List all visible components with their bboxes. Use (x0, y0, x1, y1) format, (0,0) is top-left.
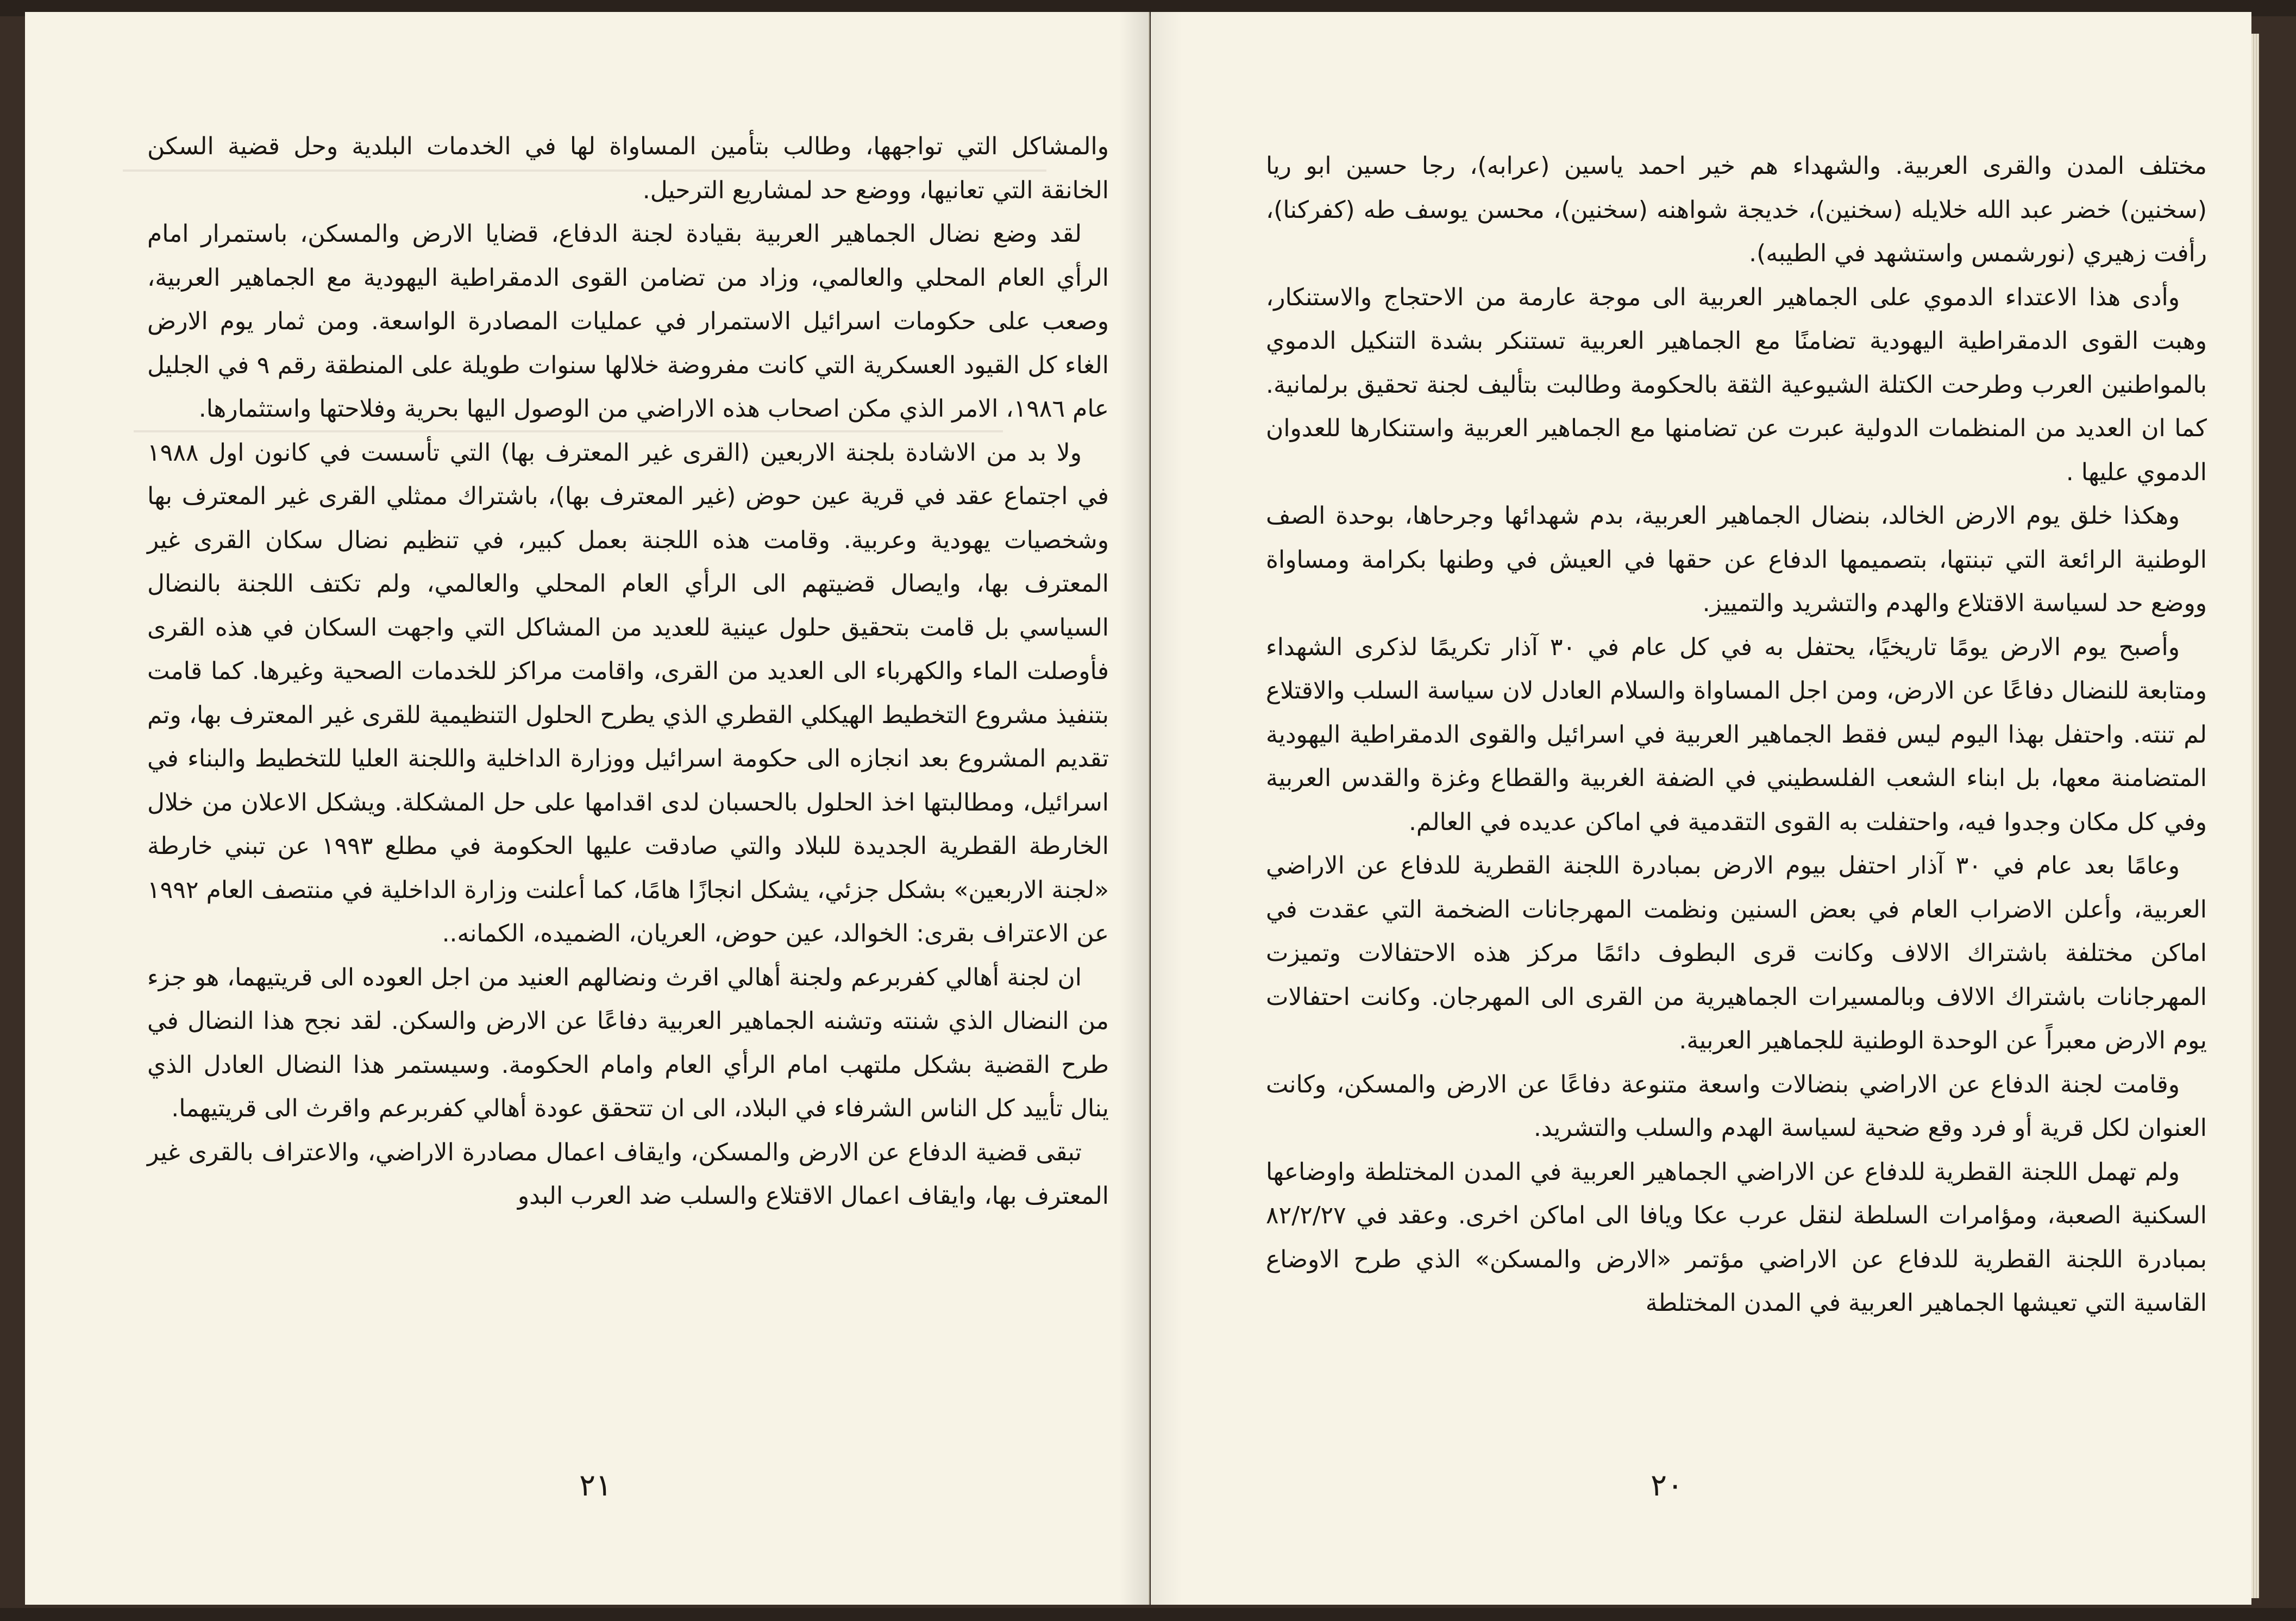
paragraph: وأصبح يوم الارض يومًا تاريخيًا، يحتفل به في كل عام في ٣٠ آذار تكريمًا لذكرى الشهداء ومتابعة للنضال دفاعًا عن الارض، ومن اجل المساواة والسلام العادل لان سياسة السلب والاقتلاع لم تنته. واحتفل بهذا اليوم ليس فقط الجماهير العربية في اسرائيل والقوى الدمقراطية اليهودية المتضامنة معها، بل ابناء الشعب الفلسطيني في الضفة الغربية والقطاع وغزة والقدس العربية وفي كل مكان وجدوا فيه، واحتفلت به القوى التقدمية في اماكن عديده في العالم. (1266, 633, 2207, 836)
paragraph: ان لجنة أهالي كفربرعم ولجنة أهالي اقرث ونضالهم العنيد من اجل العوده الى قريتيهما، هو جزء من النضال الذي شنته وتشنه الجماهير العربية دفاعًا عن الارض والسكن. لقد نجح هذا النضال في طرح القضية بشكل ملتهب امام الرأي العام وامام الحكومة. وسيستمر هذا النضال العادل الذي ينال تأييد كل الناس الشرفاء في البلاد، الى ان تتحقق عودة أهالي كفربرعم واقرث الى قريتيهما. (147, 963, 1109, 1122)
paragraph: لقد وضع نضال الجماهير العربية بقيادة لجنة الدفاع، قضايا الارض والمسكن، باستمرار امام الرأي العام المحلي والعالمي، وزاد من تضامن القوى الدمقراطية اليهودية مع الجماهير العربية، وصعب على حكومات اسرائيل الاستمرار في عمليات المصادرة الواسعة. ومن ثمار يوم الارض الغاء كل القيود العسكرية التي كانت مفروضة خلالها سنوات طويلة على المنطقة رقم ٩ في الجليل عام ١٩٨٦، الامر الذي مكن اصحاب هذه الاراضي من الوصول اليها بحرية وفلاحتها واستثمارها. (147, 220, 1109, 423)
paragraph: ولا بد من الاشادة بلجنة الاربعين (القرى غير المعترف بها) التي تأسست في كانون اول ١٩٨٨ في اجتماع عقد في قرية عين حوض (غير المعترف بها)، باشتراك ممثلي القرى غير المعترف بها وشخصيات يهودية وعربية. وقامت هذه اللجنة بعمل كبير، في تنظيم نضال سكان القرى غير المعترف بها، وايصال قضيتهم الى الرأي العام المحلي والعالمي، ولم تكتف اللجنة بالنضال السياسي بل قامت بتحقيق حلول عينية للعديد من المشاكل التي واجهت السكان في هذه القرى فأوصلت الماء والكهرباء الى العديد من القرى، واقامت مراكز للخدمات الصحية وغيرها. كما قامت بتنفيذ مشروع التخطيط الهيكلي القطري الذي يطرح الحلول التنظيمية للقرى غير المعترف بها، وتم تقديم المشروع بعد انجازه الى حكومة اسرائيل ووزارة الداخلية واللجنة العليا للتخطيط والبناء في اسرائيل، ومطالبتها اخذ الحلول بالحسبان لدى اقدامها على حل المشكلة. ويشكل الاعلان من خلال الخارطة القطرية الجديدة للبلاد والتي صادقت عليها الحكومة في مطلع ١٩٩٣ عن تبني خارطة «لجنة الاربعين» بشكل جزئي، يشكل انجازًا هامًا، كما أعلنت وزارة الداخلية في منتصف العام ١٩٩٢ عن الاعتراف بقرى: الخوالد، عين حوض، العريان، الضميده، الكمانه.. (147, 438, 1109, 947)
left-page (25, 12, 1150, 1605)
paragraph: وعامًا بعد عام في ٣٠ آذار احتفل بيوم الارض بمبادرة اللجنة القطرية للدفاع عن الاراضي العربية، وأعلن الاضراب العام في بعض السنين ونظمت المهرجانات الضخمة التي عقدت في اماكن مختلفة باشتراك الالاف وكانت قرى البطوف دائمًا مركز هذه الاحتفالات وتميزت المهرجانات باشتراك الالاف وبالمسيرات الجماهيرية من القرى الى المهرجان. وكانت احتفالات يوم الارض معبراً عن الوحدة الوطنية للجماهير العربية. (1266, 852, 2207, 1054)
page-number: ٢١ (579, 1468, 612, 1503)
scan-background-bottom (0, 1608, 2296, 1621)
right-page-text (1266, 144, 2207, 1325)
paragraph: ولم تهمل اللجنة القطرية للدفاع عن الاراضي الجماهير العربية في المدن المختلطة واوضاعها السكنية الصعبة، ومؤامرات السلطة لنقل عرب عكا ويافا الى اماكن اخرى. وعقد في ٨٢/٢/٢٧ بمبادرة اللجنة القطرية للدفاع عن الاراضي مؤتمر «الارض والمسكن» الذي طرح الاوضاع القاسية التي تعيشها الجماهير العربية في المدن المختلطة (1266, 1158, 2207, 1317)
paragraph: والمشاكل التي تواجهها، وطالب بتأمين المساواة لها في الخدمات البلدية وحل قضية السكن الخانقة التي تعانيها، ووضع حد لمشاريع الترحيل. (147, 133, 1109, 204)
paragraph: وهكذا خلق يوم الارض الخالد، بنضال الجماهير العربية، بدم شهدائها وجرحاها، بوحدة الصف الوطنية الرائعة التي تبنتها، بتصميمها الدفاع عن حقها في العيش في وطنها بكرامة ومساواة ووضع حد لسياسة الاقتلاع والهدم والتشريد والتمييز. (1266, 502, 2207, 617)
right-page (1151, 12, 2251, 1605)
left-page-text (147, 125, 1109, 1218)
paragraph: وقامت لجنة الدفاع عن الاراضي بنضالات واسعة متنوعة دفاعًا عن الارض والمسكن، وكانت العنوان لكل قرية أو فرد وقع ضحية لسياسة الهدم والسلب والتشريد. (1266, 1070, 2207, 1142)
page-number: ٢٠ (1651, 1468, 1684, 1503)
paragraph: تبقى قضية الدفاع عن الارض والمسكن، وايقاف اعمال مصادرة الاراضي، والاعتراف بالقرى غير المعترف بها، وايقاف اعمال الاقتلاع والسلب ضد العرب البدو (147, 1138, 1109, 1210)
paragraph: وأدى هذا الاعتداء الدموي على الجماهير العربية الى موجة عارمة من الاحتجاج والاستنكار، وهبت القوى الدمقراطية اليهودية تضامنًا مع الجماهير العربية تستنكر بشدة التنكيل الدموي بالمواطنين العرب وطرحت الكتلة الشيوعية الثقة بالحكومة وطالبت بتأليف لجنة تحقيق برلمانية. كما ان العديد من المنظمات الدولية عبرت عن تضامنها مع الجماهير العربية واستنكارها للعدوان الدموي عليها . (1266, 283, 2207, 486)
paragraph: مختلف المدن والقرى العربية. والشهداء هم خير احمد ياسين (عرابه)، رجا حسين ابو ريا (سخنين) خضر عبد الله خلايله (سخنين)، خديجة شواهنه (سخنين)، محسن يوسف طه (كفركنا)، رأفت زهيري (نورشمس واستشهد في الطيبه). (1266, 152, 2207, 267)
